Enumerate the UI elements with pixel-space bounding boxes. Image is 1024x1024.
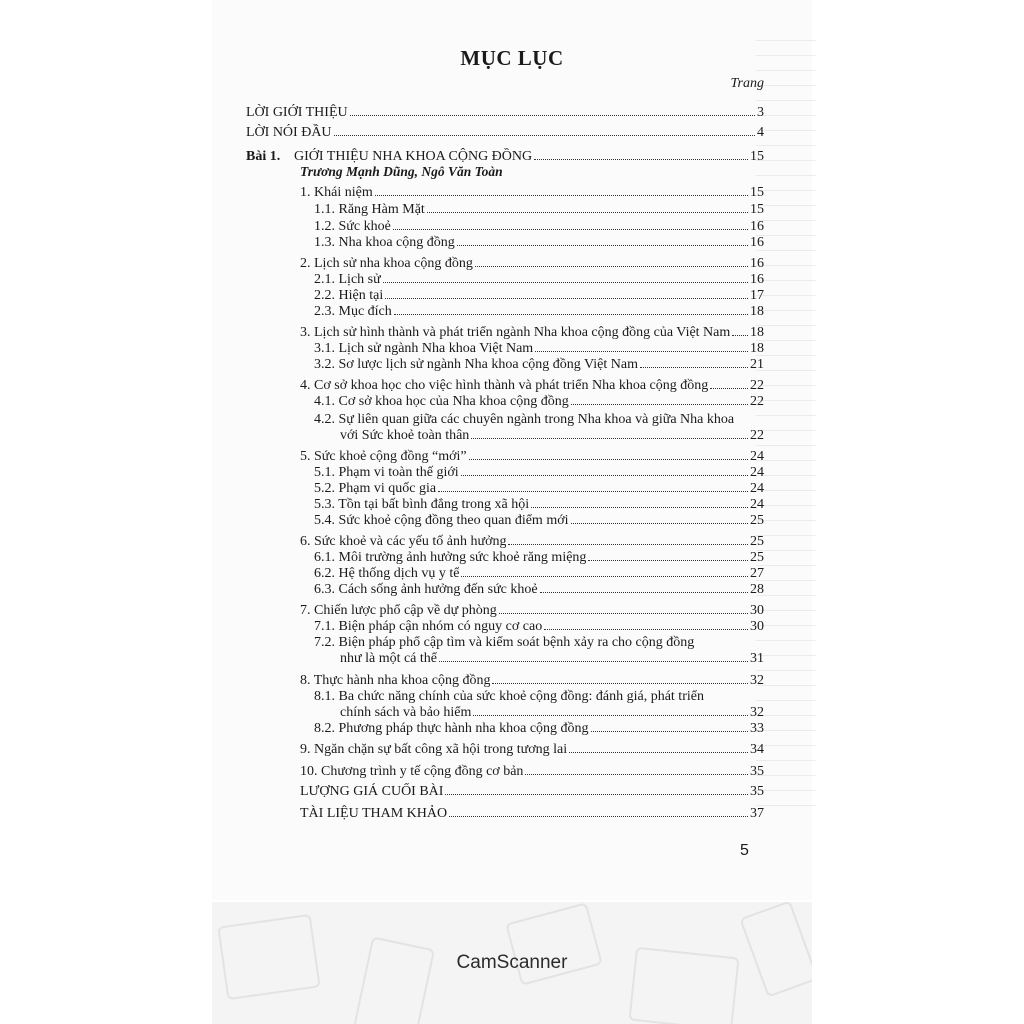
toc-entry-label: 5.1. Phạm vi toàn thế giới bbox=[314, 465, 459, 480]
toc-entry-page: 25 bbox=[750, 513, 764, 528]
dot-leader bbox=[385, 298, 748, 299]
toc-entry-page: 22 bbox=[750, 378, 764, 393]
toc-entry-page: 17 bbox=[750, 288, 764, 303]
toc-section[interactable] bbox=[300, 377, 764, 394]
dot-leader bbox=[473, 715, 748, 716]
toc-subsection[interactable] bbox=[314, 234, 764, 251]
dot-leader bbox=[492, 683, 748, 684]
toc-entry-page: 22 bbox=[750, 428, 764, 443]
toc-subsection[interactable] bbox=[314, 565, 764, 582]
dot-leader bbox=[544, 629, 748, 630]
toc-entry-page: 3 bbox=[757, 105, 764, 120]
dot-leader bbox=[471, 438, 748, 439]
toc-subsection[interactable] bbox=[314, 271, 764, 288]
toc-entry-page: 15 bbox=[750, 149, 764, 164]
toc-subsection[interactable] bbox=[314, 581, 764, 598]
toc-entry-label: 2. Lịch sử nha khoa cộng đồng bbox=[300, 256, 473, 271]
toc-entry-label: 5. Sức khoẻ cộng đồng “mới” bbox=[300, 449, 467, 464]
toc-entry-page: 18 bbox=[750, 304, 764, 319]
chapter-number: Bài 1. bbox=[246, 149, 281, 164]
toc-section[interactable] bbox=[300, 672, 764, 689]
toc-entry-label: TÀI LIỆU THAM KHẢO bbox=[300, 806, 448, 821]
toc-subsection[interactable] bbox=[314, 356, 764, 373]
toc-subsection[interactable] bbox=[314, 512, 764, 529]
toc-entry[interactable] bbox=[246, 124, 764, 141]
dot-leader bbox=[457, 245, 748, 246]
toc-entry-label: 2.2. Hiện tại bbox=[314, 288, 384, 303]
toc-section[interactable] bbox=[300, 783, 764, 800]
dot-leader bbox=[525, 774, 748, 775]
toc-entry-page: 25 bbox=[750, 534, 764, 549]
dot-leader bbox=[640, 367, 748, 368]
dot-leader bbox=[571, 523, 748, 524]
toc-entry-label: 5.2. Phạm vi quốc gia bbox=[314, 481, 437, 496]
toc-subsection[interactable] bbox=[314, 218, 764, 235]
toc-subsection[interactable] bbox=[314, 464, 764, 481]
toc-entry-page: 30 bbox=[750, 603, 764, 618]
toc-subsection[interactable] bbox=[314, 549, 764, 566]
page-title: MỤC LỤC bbox=[460, 46, 564, 70]
dot-leader bbox=[571, 404, 748, 405]
toc-subsection[interactable] bbox=[340, 650, 764, 667]
toc-section[interactable] bbox=[300, 324, 764, 341]
dot-leader bbox=[540, 592, 748, 593]
toc-entry-label: 3.2. Sơ lược lịch sử ngành Nha khoa cộng đồng Việt Nam bbox=[314, 357, 639, 372]
toc-entry-label-line: 7.2. Biện pháp phổ cập tìm và kiểm soát bệnh xảy ra cho cộng đồng bbox=[314, 635, 695, 650]
toc-entry-label: 6. Sức khoẻ và các yếu tố ảnh hưởng bbox=[300, 534, 507, 549]
toc-section[interactable] bbox=[300, 448, 764, 465]
toc-section[interactable] bbox=[300, 184, 764, 201]
dot-leader bbox=[461, 576, 748, 577]
dot-leader bbox=[439, 661, 748, 662]
toc-entry-label: LỜI NÓI ĐẦU bbox=[246, 125, 332, 140]
dot-leader bbox=[508, 544, 748, 545]
decorative-pattern bbox=[353, 936, 435, 1024]
page-column-label: Trang bbox=[730, 76, 764, 91]
dot-leader bbox=[710, 388, 748, 389]
toc-section[interactable] bbox=[300, 602, 764, 619]
dot-leader bbox=[535, 351, 748, 352]
dot-leader bbox=[375, 195, 748, 196]
toc-section[interactable] bbox=[300, 741, 764, 758]
toc-entry-label: 1.3. Nha khoa cộng đồng bbox=[314, 235, 455, 250]
toc-entry-page: 30 bbox=[750, 619, 764, 634]
dot-leader bbox=[475, 266, 748, 267]
toc-entry-label: LƯỢNG GIÁ CUỐI BÀI bbox=[300, 784, 444, 799]
toc-entry-label-line: 4.2. Sự liên quan giữa các chuyên ngành trong Nha khoa và giữa Nha khoa bbox=[314, 412, 735, 427]
dot-leader bbox=[393, 229, 748, 230]
dot-leader bbox=[445, 794, 748, 795]
toc-entry-page: 16 bbox=[750, 235, 764, 250]
toc-entry-page: 21 bbox=[750, 357, 764, 372]
camscanner-watermark: CamScanner bbox=[456, 952, 568, 973]
toc-entry-page: 16 bbox=[750, 256, 764, 271]
toc-entry-page: 16 bbox=[750, 219, 764, 234]
page-number: 5 bbox=[740, 842, 749, 859]
toc-subsection[interactable] bbox=[314, 618, 764, 635]
toc-entry-page: 28 bbox=[750, 582, 764, 597]
toc-entry-page: 24 bbox=[750, 465, 764, 480]
toc-subsection[interactable] bbox=[340, 704, 764, 721]
toc-entry[interactable] bbox=[246, 104, 764, 121]
toc-entry-label: 2.1. Lịch sử bbox=[314, 272, 381, 287]
toc-entry-label: 7.1. Biện pháp cận nhóm có nguy cơ cao bbox=[314, 619, 543, 634]
dot-leader bbox=[438, 491, 748, 492]
dot-leader bbox=[461, 475, 748, 476]
toc-entry-page: 32 bbox=[750, 673, 764, 688]
toc-entry-page: 37 bbox=[750, 806, 764, 821]
toc-section[interactable] bbox=[300, 805, 764, 822]
toc-section[interactable] bbox=[300, 763, 764, 780]
toc-entry-page: 15 bbox=[750, 202, 764, 217]
dot-leader bbox=[499, 613, 748, 614]
toc-entry-label: 9. Ngăn chặn sự bất công xã hội trong tương lai bbox=[300, 742, 568, 757]
dot-leader bbox=[588, 560, 748, 561]
toc-entry-page: 22 bbox=[750, 394, 764, 409]
toc-entry-label: 4.1. Cơ sở khoa học của Nha khoa cộng đồng bbox=[314, 394, 569, 409]
toc-subsection[interactable] bbox=[314, 496, 764, 513]
toc-entry-page: 18 bbox=[750, 325, 764, 340]
toc-entry-label: 7. Chiến lược phổ cập về dự phòng bbox=[300, 603, 497, 618]
toc-entry-label: với Sức khoẻ toàn thân bbox=[340, 428, 470, 443]
toc-subsection[interactable] bbox=[314, 201, 764, 218]
dot-leader bbox=[427, 212, 748, 213]
toc-section[interactable] bbox=[300, 533, 764, 550]
chapter-title: GIỚI THIỆU NHA KHOA CỘNG ĐỒNG bbox=[294, 149, 533, 164]
toc-entry-page: 24 bbox=[750, 449, 764, 464]
toc-entry-label: 8.2. Phương pháp thực hành nha khoa cộng đồng bbox=[314, 721, 589, 736]
dot-leader bbox=[469, 459, 748, 460]
toc-subsection[interactable] bbox=[314, 303, 764, 320]
dot-leader bbox=[569, 752, 748, 753]
dot-leader bbox=[591, 731, 748, 732]
toc-entry-label: 6.1. Môi trường ảnh hưởng sức khoẻ răng miệng bbox=[314, 550, 587, 565]
dot-leader bbox=[732, 335, 748, 336]
dot-leader bbox=[334, 135, 755, 136]
toc-subsection[interactable] bbox=[314, 287, 764, 304]
dot-leader bbox=[531, 507, 748, 508]
toc-entry-page: 31 bbox=[750, 651, 764, 666]
chapter-authors: Trương Mạnh Dũng, Ngô Văn Toàn bbox=[300, 164, 503, 179]
toc-entry-page: 15 bbox=[750, 185, 764, 200]
toc-entry-label: 2.3. Mục đích bbox=[314, 304, 392, 319]
toc-section[interactable] bbox=[300, 255, 764, 272]
bleed-through-text bbox=[756, 40, 816, 820]
toc-subsection[interactable] bbox=[314, 393, 764, 410]
dot-leader bbox=[534, 159, 748, 160]
dot-leader bbox=[350, 115, 755, 116]
toc-entry-page: 18 bbox=[750, 341, 764, 356]
toc-entry-label: 1.1. Răng Hàm Mặt bbox=[314, 202, 425, 217]
toc-subsection[interactable] bbox=[340, 427, 764, 444]
toc-entry-label: 6.3. Cách sống ảnh hưởng đến sức khoẻ bbox=[314, 582, 538, 597]
toc-entry-label: 4. Cơ sở khoa học cho việc hình thành và phát triển Nha khoa cộng đồng bbox=[300, 378, 709, 393]
toc-entry-label: 5.4. Sức khoẻ cộng đồng theo quan điểm mới bbox=[314, 513, 569, 528]
toc-entry-page: 34 bbox=[750, 742, 764, 757]
decorative-pattern bbox=[739, 902, 812, 998]
toc-entry-page: 24 bbox=[750, 481, 764, 496]
toc-entry-label: 5.3. Tồn tại bất bình đẳng trong xã hội bbox=[314, 497, 530, 512]
toc-entry-page: 33 bbox=[750, 721, 764, 736]
toc-entry-label: 1. Khái niệm bbox=[300, 185, 373, 200]
toc-entry-label: 3.1. Lịch sử ngành Nha khoa Việt Nam bbox=[314, 341, 534, 356]
toc-entry-page: 35 bbox=[750, 784, 764, 799]
chapter-entry[interactable] bbox=[246, 148, 764, 165]
toc-subsection[interactable] bbox=[314, 480, 764, 497]
toc-subsection[interactable] bbox=[314, 340, 764, 357]
dot-leader bbox=[394, 314, 748, 315]
toc-entry-page: 32 bbox=[750, 705, 764, 720]
toc-entry-label: 3. Lịch sử hình thành và phát triển ngành Nha khoa cộng đồng của Việt Nam bbox=[300, 325, 731, 340]
toc-entry-page: 25 bbox=[750, 550, 764, 565]
toc-subsection[interactable] bbox=[314, 720, 764, 737]
toc-entry-label: như là một cá thể bbox=[340, 651, 438, 666]
toc-entry-page: 24 bbox=[750, 497, 764, 512]
toc-entry-page: 4 bbox=[757, 125, 764, 140]
dot-leader bbox=[383, 282, 748, 283]
toc-entry-label-line: 8.1. Ba chức năng chính của sức khoẻ cộng đồng: đánh giá, phát triển bbox=[314, 689, 704, 704]
toc-entry-label: LỜI GIỚI THIỆU bbox=[246, 105, 348, 120]
toc-entry-label: 10. Chương trình y tế cộng đồng cơ bản bbox=[300, 764, 524, 779]
toc-entry-label: 8. Thực hành nha khoa cộng đồng bbox=[300, 673, 491, 688]
toc-entry-page: 16 bbox=[750, 272, 764, 287]
toc-entry-label: 1.2. Sức khoẻ bbox=[314, 219, 391, 234]
toc-entry-label: 6.2. Hệ thống dịch vụ y tế bbox=[314, 566, 460, 581]
toc-entry-page: 27 bbox=[750, 566, 764, 581]
dot-leader bbox=[449, 816, 748, 817]
toc-entry-label: chính sách và bảo hiểm bbox=[340, 705, 472, 720]
toc-entry-page: 35 bbox=[750, 764, 764, 779]
